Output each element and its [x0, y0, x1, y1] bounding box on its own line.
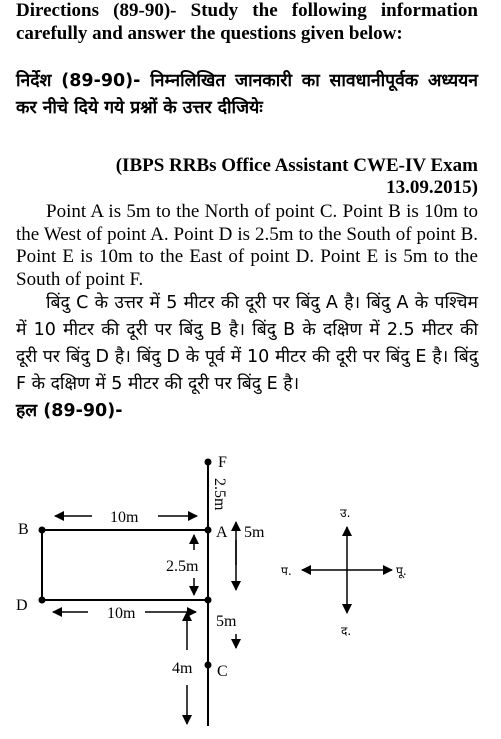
compass-south-label: द.: [341, 624, 352, 638]
passage-english: Point A is 5m to the North of point C. Point B is 10m to the West of point A. Point D is 2.5m to the South of point B. Point E is 10m to the East of point D. Point E is 5m to the South of point F.: [16, 201, 478, 290]
point-c-label: C: [217, 663, 228, 680]
compass-west-label: प.: [281, 564, 292, 578]
point-b-label: B: [18, 521, 29, 538]
label-e-down-distance: 5m: [216, 613, 237, 630]
label-de-distance: 10m: [107, 605, 136, 622]
solution-heading: हल (89-90)-: [16, 401, 123, 421]
point-f-dot: [205, 459, 212, 466]
label-a-down-distance: 5m: [244, 524, 265, 541]
point-d-label: D: [16, 597, 28, 614]
label-fa-distance: 2.5m: [211, 478, 228, 511]
directions-english: Directions (89-90)- Study the following information carefully and answer the questions given below:: [16, 0, 478, 44]
label-c-down-distance: 4m: [172, 660, 193, 677]
point-a-dot: [205, 527, 212, 534]
direction-diagram: [0, 440, 501, 739]
point-e-dot: [205, 597, 212, 604]
point-b-dot: [39, 527, 46, 534]
source-line-1: (IBPS RRBs Office Assistant CWE-IV Exam: [115, 155, 478, 176]
point-f-label: F: [218, 454, 227, 471]
point-c-dot: [205, 662, 212, 669]
directions-hindi: निर्देश (89-90)- निम्नलिखित जानकारी का सावधानीपूर्वक अध्ययन कर नीचे दिये गये प्रश्नों के उत्तर दीजियेः: [16, 71, 478, 118]
label-bd-distance: 2.5m: [166, 558, 199, 575]
compass-north-label: उ.: [340, 506, 351, 520]
passage-hindi: बिंदु C के उत्तर में 5 मीटर की दूरी पर बिंदु A है। बिंदु A के पश्चिम में 10 मीटर की दूरी पर बिंदु B है। बिंदु B के दक्षिण में 2.5 मीटर की दूरी पर बिंदु D है। बिंदु D के पूर्व में 10 मीटर की दूरी पर बिंदु E है। बिंदु F के दक्षिण में 5 मीटर की दूरी पर बिंदु E है।: [16, 293, 478, 394]
point-d-dot: [39, 597, 46, 604]
compass-east-label: पू.: [396, 564, 407, 578]
source-line-2: 13.09.2015): [386, 177, 478, 198]
point-a-label: A: [216, 524, 228, 541]
compass: [281, 506, 407, 638]
label-ba-distance: 10m: [110, 509, 139, 526]
